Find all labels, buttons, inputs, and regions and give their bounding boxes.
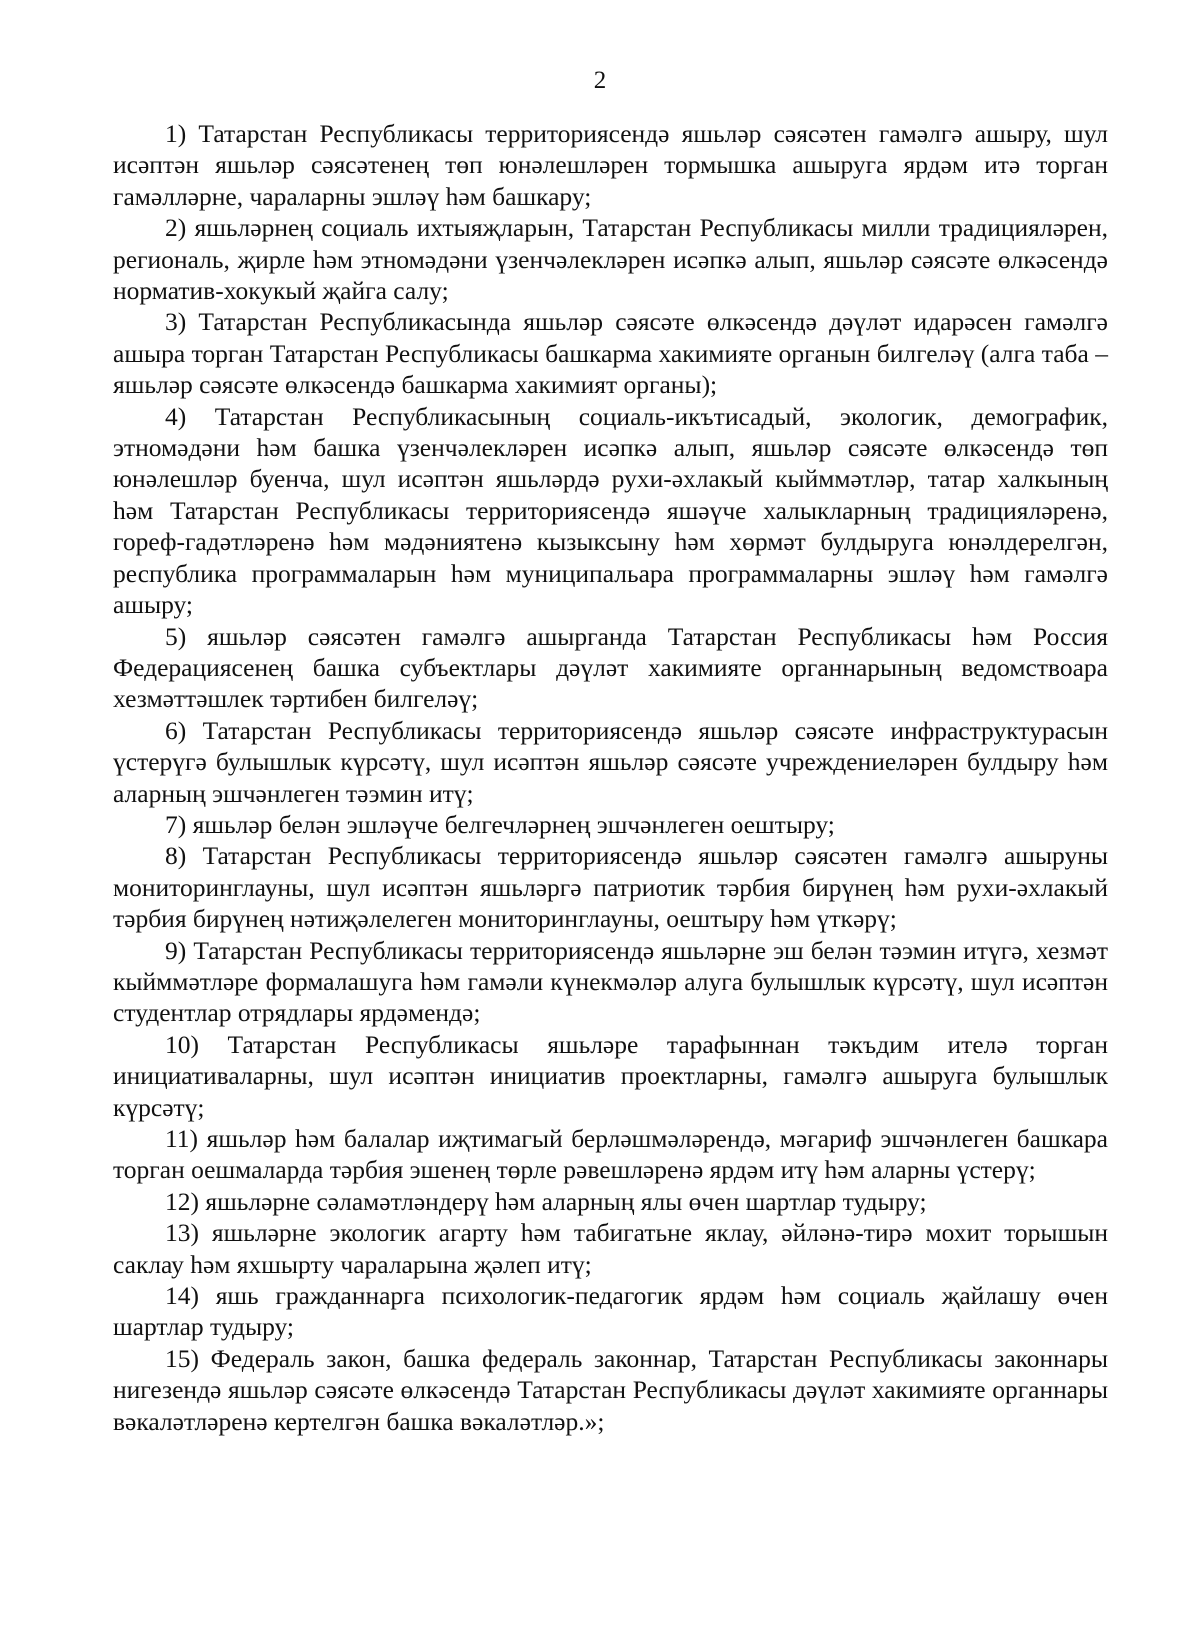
- list-item-2: 2) яшьләрнең социаль ихтыяҗларын, Татарстан Республикасы милли традицияләрен, региональ, җирле һәм этномәдәни үзенчәлекләрен исәпкә алып, яшьләр сәясәте өлкәсендә норматив-хокукый җайга салу;: [113, 213, 1108, 306]
- page-number: 2: [593, 67, 607, 94]
- list-item-13: 13) яшьләрне экологик агарту һәм табигатьне яклау, әйләнә-тирә мохит торышын саклау һәм яхшырту чараларына җәлеп итү;: [113, 1218, 1108, 1279]
- list-item-6: 6) Татарстан Республикасы территориясендә яшьләр сәясәте инфраструктурасын үстерүгә булышлык күрсәтү, шул исәптән яшьләр сәясәте учреждениеләрен булдыру һәм аларның эшчәнлеген тәэмин итү;: [113, 715, 1108, 808]
- list-item-4: 4) Татарстан Республикасының социаль-икътисадый, экологик, демографик, этномәдәни һәм башка үзенчәлекләрен исәпкә алып, яшьләр сәясәте өлкәсендә төп юнәлешләр буенча, шул исәптән яшьләрдә рухи-әхлакый кыйммәтләр, татар халкының һәм Татарстан Республикасы территориясендә яшәүче халыкларның традицияләренә, гореф-гадәтләренә һәм мәдәниятенә кызыксыну һәм хөрмәт булдыруга юнәлдерелгән, республика программаларын һәм муниципальара программаларны эшләү һәм гамәлгә ашыру;: [113, 401, 1108, 620]
- list-item-1: 1) Татарстан Республикасы территориясендә яшьләр сәясәтен гамәлгә ашыру, шул исәптән яшьләр сәясәтенең төп юнәлешләрен тормышка ашыруга ярдәм итә торган гамәлләрне, чараларны эшләү һәм башкару;: [113, 119, 1108, 211]
- list-item-12: 12) яшьләрне сәламәтләндерү һәм аларның ялы өчен шартлар тудыру;: [165, 1186, 927, 1216]
- list-item-3: 3) Татарстан Республикасында яшьләр сәясәте өлкәсендә дәүләт идарәсен гамәлгә ашыра торган Татарстан Республикасы башкарма хакимияте органын билгеләү (алга таба – яшьләр сәясәте өлкәсендә башкарма хакимият органы);: [113, 307, 1108, 400]
- list-item-15: 15) Федераль закон, башка федераль законнар, Татарстан Республикасы законнары нигезендә яшьләр сәясәте өлкәсендә Татарстан Республикасы дәүләт хакимияте органнары вәкаләтләренә кертелгән башка вәкаләтләр.»;: [113, 1343, 1108, 1436]
- list-item-7: 7) яшьләр белән эшләүче белгечләрнең эшчәнлеген оештыру;: [165, 809, 835, 839]
- list-item-10: 10) Татарстан Республикасы яшьләре тарафыннан тәкъдим ителә торган инициативаларны, шул исәптән инициатив проектларны, гамәлгә ашыруга булышлык күрсәтү;: [113, 1029, 1108, 1122]
- list-item-9: 9) Татарстан Республикасы территориясендә яшьләрне эш белән тәэмин итүгә, хезмәт кыйммәтләре формалашуга һәм гамәли күнекмәләр алуга булышлык күрсәтү, шул исәптән студентлар отрядлары ярдәмендә;: [113, 935, 1108, 1028]
- list-item-8: 8) Татарстан Республикасы территориясендә яшьләр сәясәтен гамәлгә ашыруны мониторинглауны, шул исәптән яшьләргә патриотик тәрбия бирүнең һәм рухи-әхлакый тәрбия бирүнең нәтиҗәлелеген мониторинглауны, оештыру һәм үткәрү;: [113, 841, 1108, 934]
- document-body: [113, 118, 1108, 1437]
- list-item-11: 11) яшьләр һәм балалар иҗтимагый берләшмәләрендә, мәгариф эшчәнлеген башкара торган оешмаларда тәрбия эшенең төрле рәвешләренә ярдәм итү һәм аларны үстерү;: [113, 1124, 1108, 1185]
- list-item-14: 14) яшь гражданнарга психологик-педагогик ярдәм һәм социаль җайлашу өчен шартлар тудыру;: [113, 1281, 1108, 1342]
- list-item-5: 5) яшьләр сәясәтен гамәлгә ашырганда Татарстан Республикасы һәм Россия Федерациясенең башка субъектлары дәүләт хакимияте органнарының ведомствоара хезмәттәшлек тәртибен билгеләү;: [113, 621, 1108, 714]
